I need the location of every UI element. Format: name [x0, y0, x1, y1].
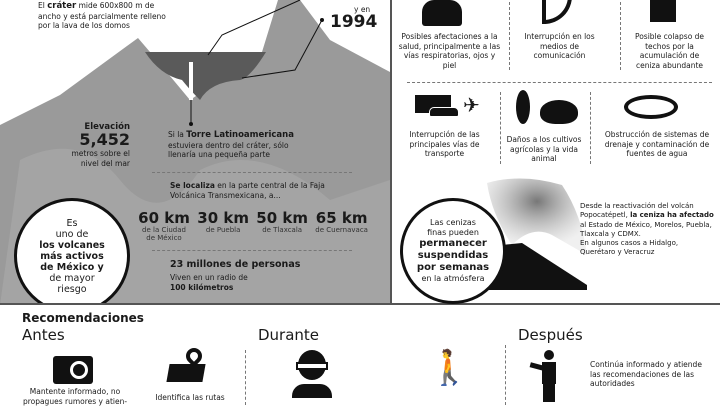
lungs-icon [422, 0, 462, 26]
rec-text: Continúa informado y atiende las recomendaciones de las autoridades [590, 360, 702, 388]
badge-line: finas pueden [427, 228, 479, 237]
ash-bold: la ceniza ha afectado [630, 211, 714, 220]
distance-label: de Tlaxcala [262, 226, 303, 234]
volcano-panel [0, 0, 390, 305]
walking-person-icon: 🚶 [428, 348, 471, 388]
year-prefix: y en [354, 5, 371, 14]
divider [590, 92, 591, 164]
active-volcano-badge [14, 198, 130, 305]
distance-label: de Puebla [205, 226, 241, 234]
divider [505, 345, 506, 405]
population-radius: 100 kilómetros [170, 282, 234, 292]
population [170, 259, 300, 292]
distance-value: 30 km [197, 209, 249, 227]
rec-text: Mantente informado, no propagues rumores y atien- [22, 387, 128, 406]
distance-label: de la Ciudad de México [142, 226, 186, 242]
badge-line: uno de [55, 228, 89, 240]
effect-text: Obstrucción de sistemas de drenaje y contaminación de fuentes de agua [604, 130, 710, 158]
divider [407, 82, 712, 83]
distance-item [256, 210, 308, 242]
badge-line: suspendidas [417, 250, 489, 261]
divider [620, 2, 621, 70]
elevation [55, 122, 130, 168]
tower-bold: Torre Latinoamericana [186, 130, 294, 140]
elevation-value: 5,452 [79, 130, 130, 149]
population-text: Viven en un radio de [170, 273, 248, 282]
corn-rabbit-icon [512, 90, 582, 126]
year-value: 1994 [330, 12, 378, 32]
section-despues: Después [518, 326, 583, 344]
location-bold: Se localiza [170, 181, 215, 190]
badge-line: de México y [40, 261, 104, 273]
distance-item [315, 210, 368, 242]
recommendations-title: Recomendaciones [22, 311, 144, 325]
divider [500, 92, 501, 164]
effect-text: Interrupción de las principales vías de transporte [409, 130, 480, 158]
distances [138, 210, 368, 242]
badge-line: permanecer [419, 238, 487, 249]
divider [509, 2, 510, 70]
badge-line: riesgo [57, 283, 87, 295]
ash-text: Desde la reactivación del volcán Popocatépetl, [580, 202, 694, 220]
effects-panel [390, 0, 720, 305]
transport-icon: ✈ [407, 95, 479, 119]
ash-affected-text [580, 202, 715, 258]
crater-rest: mide 600x800 m de ancho y está parcialmente relleno por la lava de los domos [38, 1, 166, 30]
ash-suspension-badge [400, 198, 506, 304]
divider [245, 350, 246, 405]
goggles-mask-icon [292, 350, 332, 398]
badge-line: Las cenizas [430, 218, 476, 227]
badge-line: más activos [40, 250, 104, 262]
distance-value: 50 km [256, 209, 308, 227]
distance-item [138, 210, 190, 242]
ash-text: En algunos casos a Hidalgo, Querétaro y Veracruz [580, 239, 679, 257]
map-pin-icon [168, 348, 208, 384]
section-durante: Durante [258, 326, 320, 344]
ash-text: al Estado de México, Morelos, Puebla, Tlaxcala y CDMX. [580, 220, 712, 238]
section-antes: Antes [22, 326, 65, 344]
radio-icon [53, 356, 93, 384]
location-text [170, 181, 330, 200]
satellite-dish-icon [542, 0, 572, 24]
effect-text: Posibles afectaciones a la salud, principalmente a las vías respiratorias, ojos y piel [398, 32, 501, 70]
drain-icon [624, 95, 678, 119]
effect-text: Daños a los cultivos agrícolas y la vida animal [506, 135, 582, 163]
location-rest: en la parte central de la Faja Volcánica Transmexicana, a... [170, 181, 325, 200]
distance-value: 60 km [138, 209, 190, 227]
badge-line: los volcanes [39, 239, 105, 251]
crater-text [38, 1, 178, 31]
distance-value: 65 km [315, 209, 368, 227]
tower-text [168, 130, 313, 160]
elevation-unit: metros sobre el nivel del mar [71, 149, 130, 168]
distance-label: de Cuernavaca [315, 226, 368, 234]
badge-line: Es [66, 217, 78, 229]
rec-text: Identifica las rutas [155, 393, 225, 402]
tower-rest: estuviera dentro del cráter, sólo llenaría una pequeña parte [168, 140, 289, 159]
crater-prefix: El [38, 1, 48, 10]
distance-item [197, 210, 249, 242]
badge-line: de mayor [49, 272, 95, 284]
person-pointing-icon [530, 350, 570, 405]
divider [152, 250, 352, 251]
crater-bold: cráter [47, 1, 77, 11]
effect-text: Posible colapso de techos por la acumulación de ceniza abundante [634, 32, 705, 70]
elevation-label: Elevación [84, 122, 130, 132]
badge-line: por semanas [416, 262, 490, 273]
house-crack-icon [650, 0, 676, 22]
divider [152, 172, 352, 173]
badge-line: en la atmósfera [421, 274, 485, 283]
tower-prefix: Si la [168, 130, 187, 139]
population-title: 23 millones de personas [170, 259, 301, 270]
effect-text: Interrupción en los medios de comunicación [524, 32, 595, 60]
